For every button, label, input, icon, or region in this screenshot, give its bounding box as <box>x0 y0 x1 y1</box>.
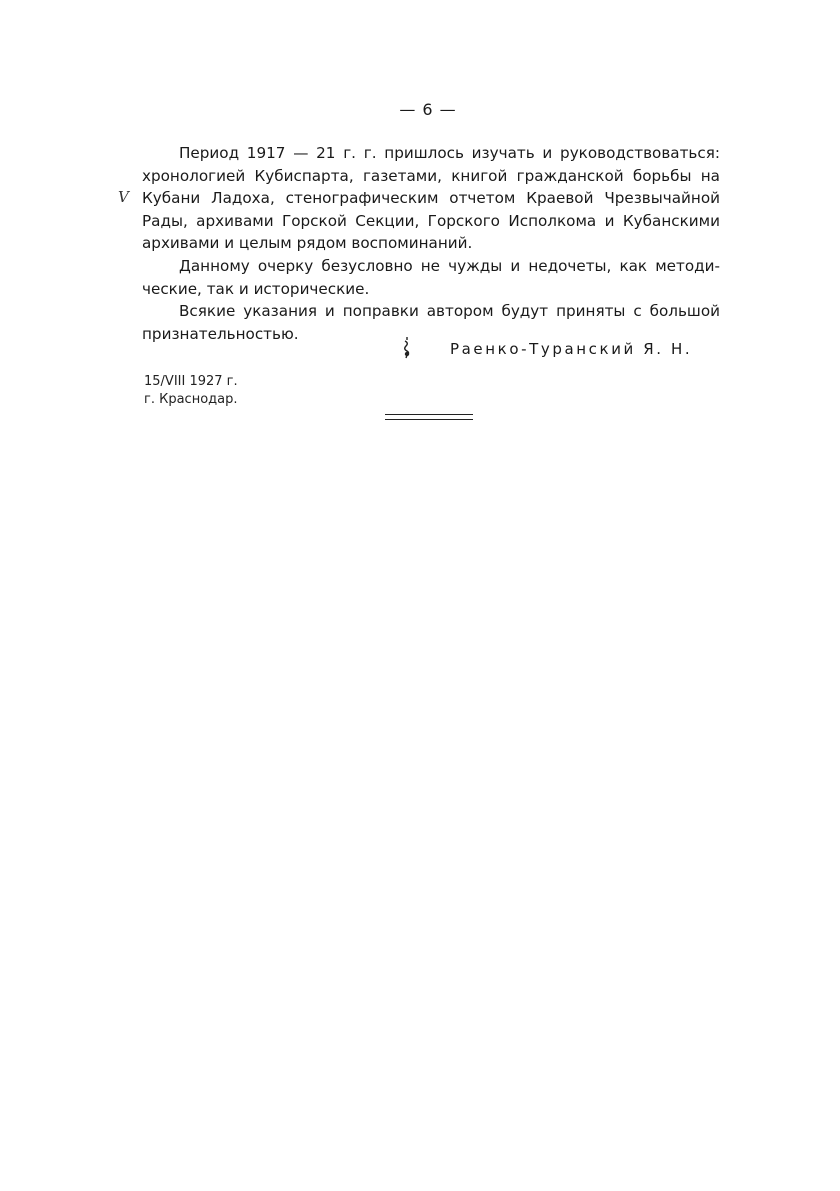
date-text: 15/VIII 1927 г. <box>144 374 238 389</box>
paragraph-line: признательностью. <box>142 324 299 343</box>
paragraph-line: Данному очерку безусловно не чужды и недочеты, как методи- <box>179 256 720 275</box>
paragraph-line: Всякие указания и поправки автором будут приняты с большой <box>179 302 720 321</box>
paragraph-shortcomings <box>142 255 720 300</box>
signature-text: Раенко-Туранский Я. Н. <box>450 340 693 358</box>
paragraph-line: хронологией Кубиспарта, газетами, книгой гражданской борьбы на <box>142 166 720 185</box>
paragraph-line: Рады, архивами Горской Секции, Горского Исполкома и Кубанскими <box>142 211 720 230</box>
paragraph-corrections <box>142 300 720 345</box>
page-number: — 6 — <box>399 100 457 119</box>
paragraph-sources <box>142 142 720 255</box>
margin-check-mark: V <box>118 188 129 206</box>
paragraph-line: Период 1917 — 21 г. г. пришлось изучать и руководствоваться: <box>179 144 720 162</box>
paragraph-line: Кубани Ладоха, стенографическим отчетом Краевой Чрезвычайной <box>142 189 720 208</box>
paragraph-line: архивами и целым рядом воспоминаний. <box>142 234 473 253</box>
dateline <box>144 373 238 409</box>
paragraph-line: ческие, так и исторические. <box>142 279 370 298</box>
body-text <box>142 142 720 345</box>
closing-rule <box>385 419 473 420</box>
place-text: г. Краснодар. <box>144 392 238 407</box>
author-signature <box>400 340 692 358</box>
closing-rule <box>385 414 473 415</box>
